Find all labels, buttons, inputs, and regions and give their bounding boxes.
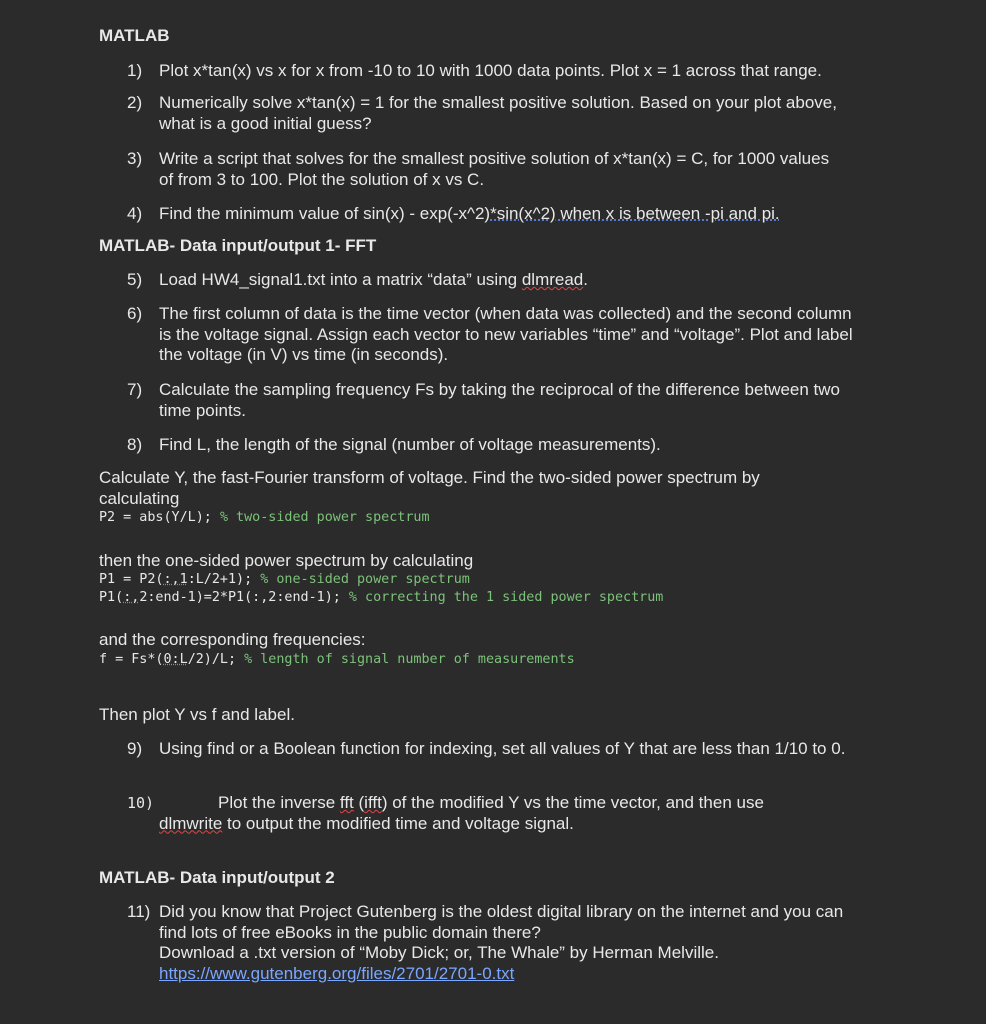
item-text: Numerically solve x*tan(x) = 1 for the smallest positive solution. Based on your plot above, what is a good initial guess? [159, 93, 837, 133]
item-text: Write a script that solves for the smallest positive solution of x*tan(x) = C, for 1000 values of from 3 to 100. Plot the solution of x vs C. [159, 149, 830, 189]
item-number: 4) [127, 204, 143, 223]
gutenberg-link[interactable]: https://www.gutenberg.org/files/2701/2701-0.txt [159, 963, 515, 983]
item-text: Plot x*tan(x) vs x for x from -10 to 10 with 1000 data points. Plot x = 1 across that range. [159, 61, 822, 80]
paragraph-frequencies: and the corresponding frequencies: [99, 630, 366, 649]
item-text: The first column of data is the time vector (when data was collected) and the second column is the voltage signal. Assign each vector to new variables “time” and “voltage”. Plot and label the voltage (in V) vs time (in seconds). [159, 304, 853, 364]
item-text-part: Load HW4_signal1.txt into a matrix “data” using [159, 270, 522, 289]
list-item-7 [127, 380, 872, 421]
dlmwrite-term: dlmwrite [159, 813, 223, 833]
list-item-8 [127, 435, 887, 456]
code-comment: % two-sided power spectrum [219, 510, 430, 525]
code-line-p2 [99, 509, 430, 527]
list-item-6 [127, 304, 867, 366]
code-line-p1 [99, 571, 470, 589]
item-number: 9) [127, 739, 143, 758]
item-number: 10) [127, 794, 155, 812]
list-item-3 [127, 149, 847, 190]
item-text-line2 [159, 814, 867, 835]
list-item-2 [127, 93, 847, 134]
item-text: Calculate the sampling frequency Fs by taking the reciprocal of the difference between two time points. [159, 380, 841, 420]
section-heading-fft: MATLAB- Data input/output 1- FFT [99, 236, 377, 255]
code-text: :,1 [163, 572, 188, 587]
item-number: 2) [127, 93, 143, 112]
code-line-f [99, 651, 575, 669]
list-item-4 [127, 204, 887, 225]
code-text: 0:L [163, 652, 188, 667]
paragraph-fft-intro: Calculate Y, the fast-Fourier transform of voltage. Find the two-sided power spectrum by calculating [99, 468, 760, 508]
list-item-5 [127, 270, 887, 291]
ifft-term: ifft [364, 793, 382, 812]
item-number: 8) [127, 435, 143, 454]
item-text-part: to output the modified time and voltage signal. [222, 813, 574, 833]
link-wrapper [159, 964, 872, 985]
code-text: /2)/L; [187, 652, 245, 667]
item-text-part: Find the minimum value of sin(x) - exp(-x^2) [159, 204, 491, 223]
code-text: P2 = abs(Y/L); [99, 510, 220, 525]
item-text [159, 270, 887, 291]
code-comment: % length of signal number of measurements [244, 652, 575, 667]
item-number: 11) [127, 902, 151, 921]
code-comment: % correcting the 1 sided power spectrum [348, 590, 664, 605]
item-text: Did you know that Project Gutenberg is the oldest digital library on the internet and you can find lots of free eBooks in the public domain there? [159, 902, 844, 942]
code-text: f = Fs*( [99, 652, 164, 667]
section-heading-io2: MATLAB- Data input/output 2 [99, 868, 335, 887]
item-text [159, 204, 887, 225]
code-text: 2:end-1)=2*P1(:,2:end-1); [139, 590, 349, 605]
list-item-11 [127, 902, 872, 984]
item-text-download: Download a .txt version of “Moby Dick; or, The Whale” by Herman Melville. [159, 943, 719, 962]
item-text [218, 793, 867, 814]
item-text-part: ) of the modified Y vs the time vector, and then use [381, 793, 764, 812]
section-heading-matlab: MATLAB [99, 26, 170, 45]
item-text-part: *sin(x^2) when x is between -pi and pi. [490, 204, 780, 223]
item-number: 1) [127, 61, 143, 80]
code-text: P1( [99, 590, 124, 605]
item-text: Using find or a Boolean function for indexing, set all values of Y that are less than 1/10 to 0. [159, 739, 846, 758]
item-text-part: ( [353, 793, 365, 812]
fft-term: fft [339, 793, 354, 812]
list-item-10 [127, 793, 867, 834]
item-number: 7) [127, 380, 143, 399]
item-number: 5) [127, 270, 143, 289]
list-item-1 [127, 61, 887, 82]
code-line-p1-correct [99, 589, 663, 607]
item-text: Find L, the length of the signal (number of voltage measurements). [159, 435, 661, 454]
item-number: 3) [127, 149, 143, 168]
list-item-9 [127, 739, 867, 760]
dlmread-term: dlmread [521, 270, 584, 289]
paragraph-plot-y: Then plot Y vs f and label. [99, 705, 295, 724]
code-text: :L/2+1); [187, 572, 261, 587]
item-text-part: . [583, 270, 588, 289]
item-text-part: Plot the inverse [218, 793, 340, 812]
code-comment: % one-sided power spectrum [260, 572, 470, 587]
paragraph-one-sided: then the one-sided power spectrum by calculating [99, 551, 474, 570]
code-text: :, [123, 590, 140, 605]
code-text: P1 = P2( [99, 572, 164, 587]
item-number: 6) [127, 304, 143, 323]
